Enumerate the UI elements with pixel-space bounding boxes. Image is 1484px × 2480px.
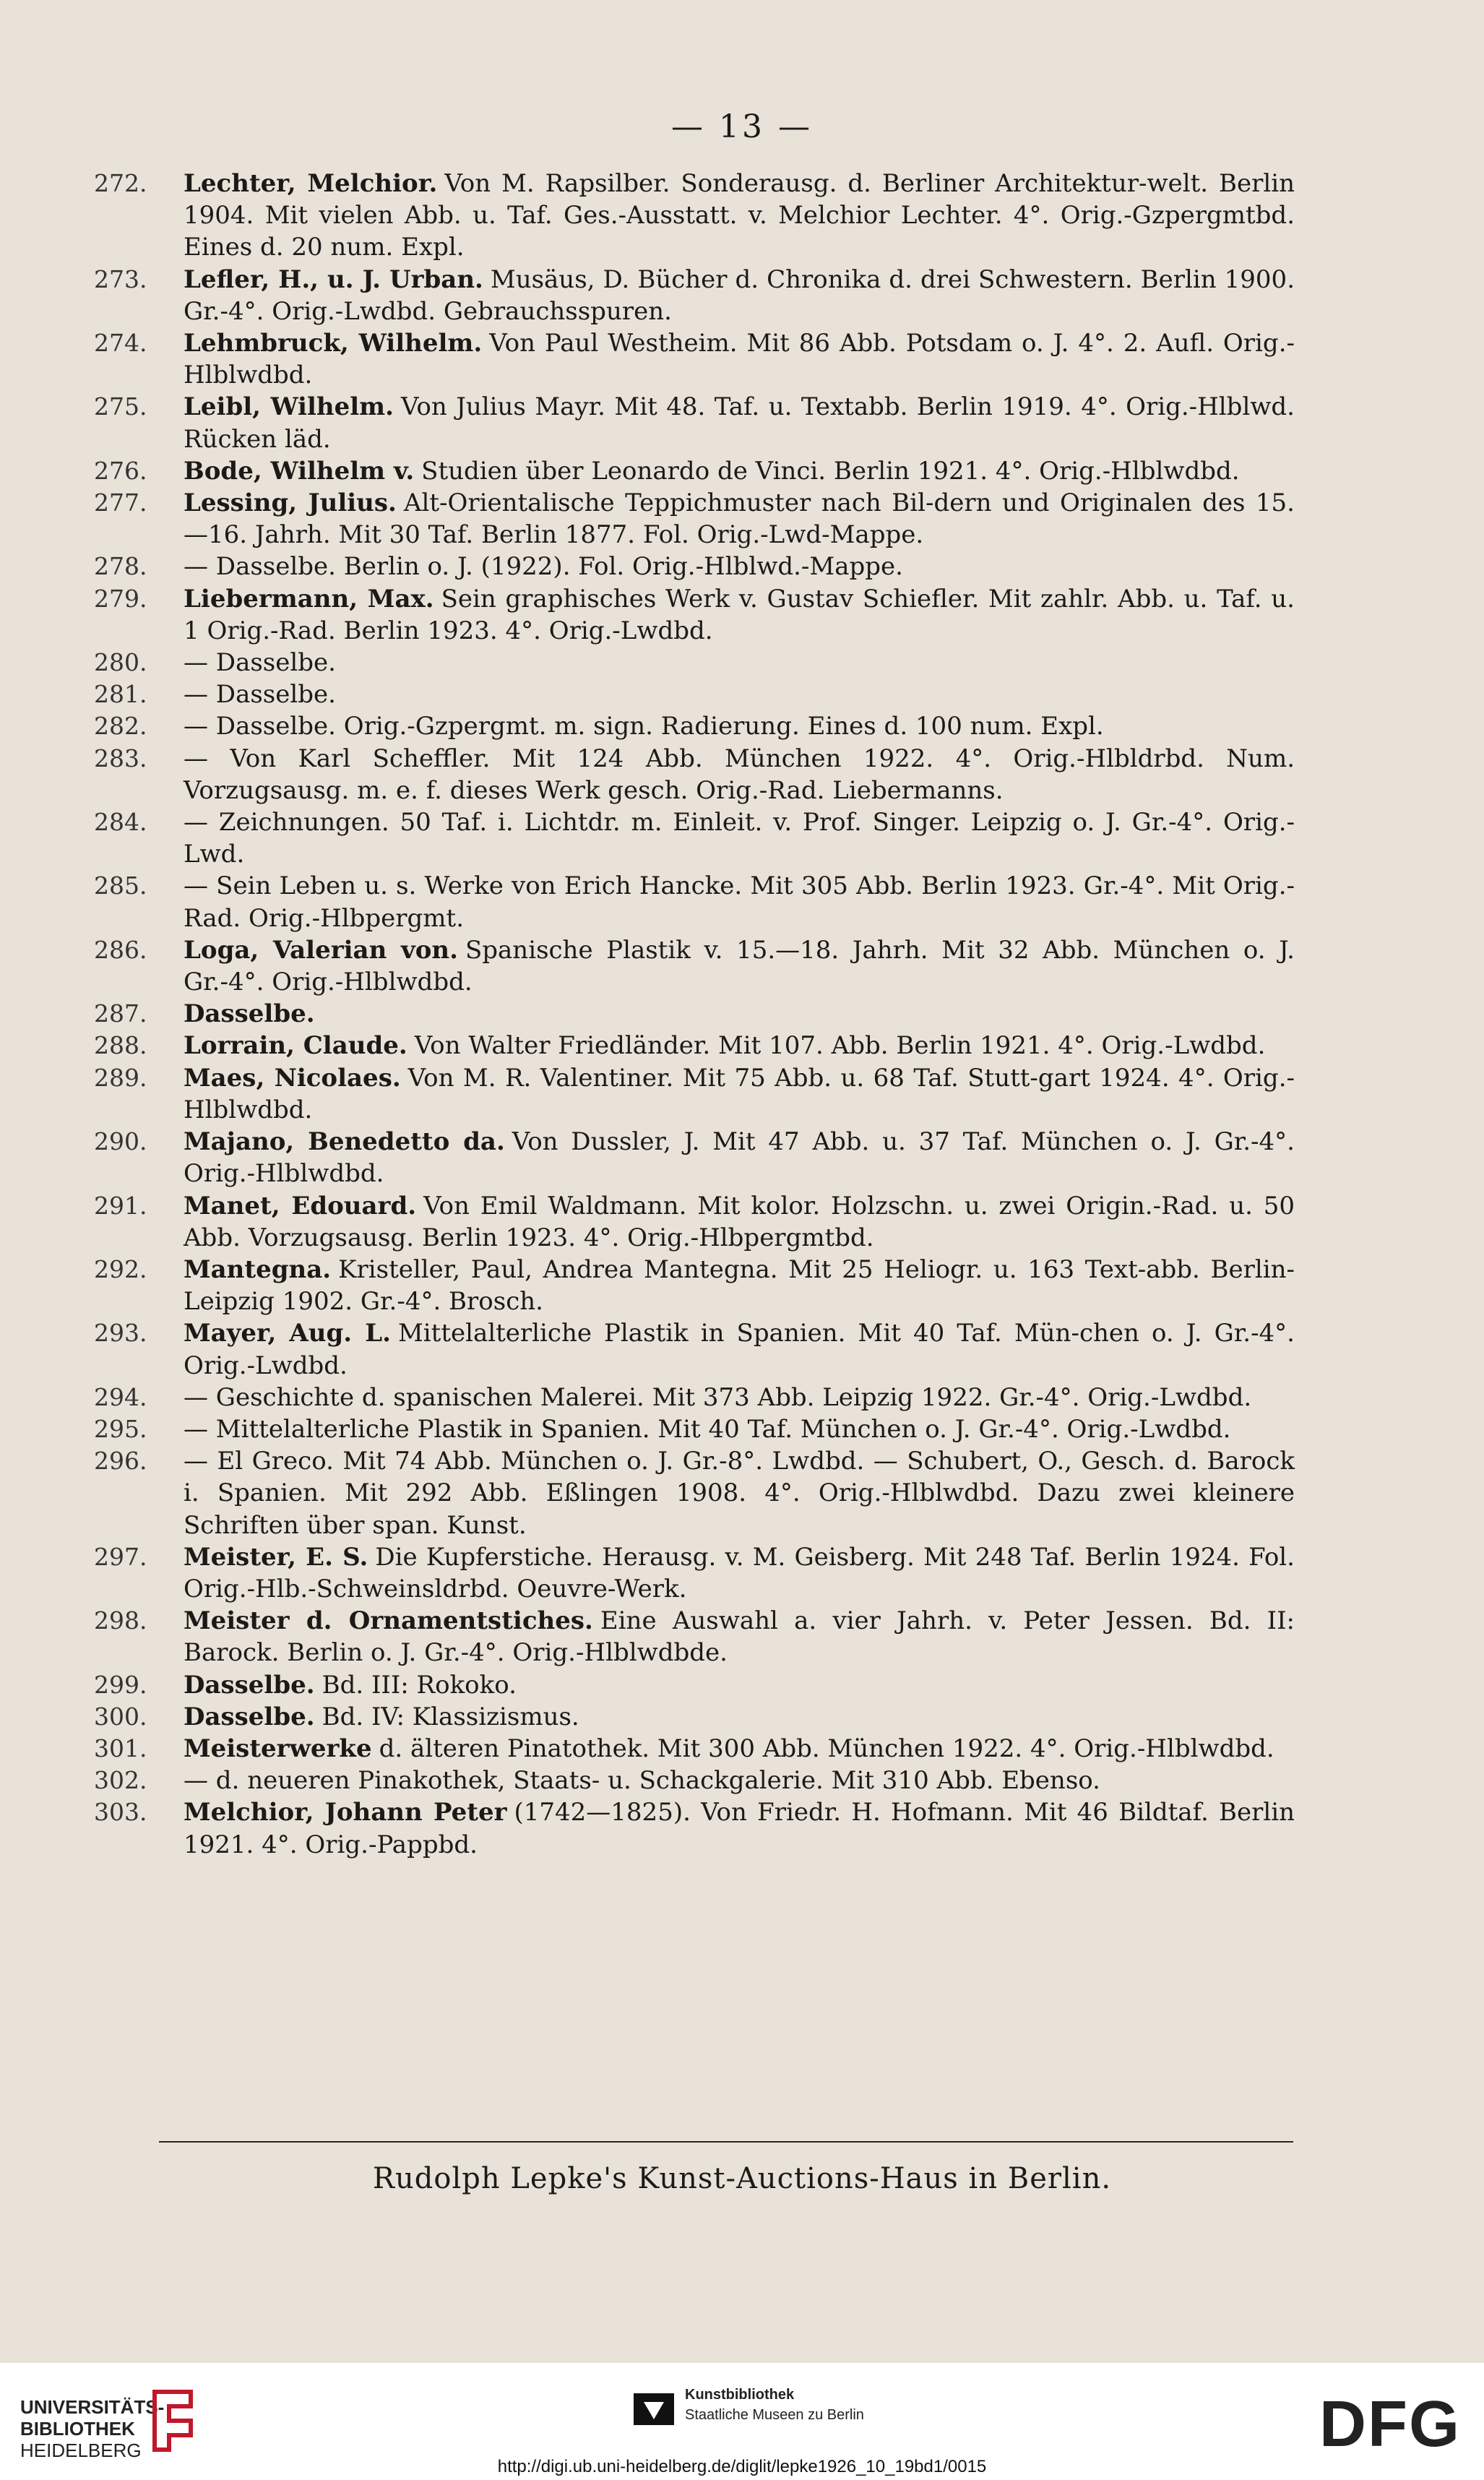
catalog-entry [94, 1669, 1295, 1701]
entry-text: — Dasselbe. [184, 680, 336, 710]
entry-name: Meister d. Ornamentstiches. [184, 1606, 593, 1636]
entry-text: Von Dussler, J. Mit 47 Abb. u. 37 Taf. München o. J. Gr.-4°. Orig.-Hlblwdbd. [184, 1127, 1295, 1189]
entry-number: 290. [94, 1127, 147, 1156]
catalog-entry [94, 168, 1295, 264]
entry-text: Kristeller, Paul, Andrea Mantegna. Mit 25 Heliogr. u. 163 Text-abb. Berlin-Leipzig 1902. Gr.-4°. Brosch. [184, 1254, 1295, 1317]
entry-number: 300. [94, 1702, 147, 1731]
entry-number: 289. [94, 1063, 147, 1092]
source-url[interactable]: http://digi.ub.uni-heidelberg.de/diglit/lepke1926_10_19bd1/0015 [497, 2457, 987, 2476]
catalog-entry [94, 327, 1295, 391]
entry-text: Von Paul Westheim. Mit 86 Abb. Potsdam o. J. 4°. 2. Aufl. Orig.-Hlblwdbd. [184, 329, 1295, 390]
entry-number: 297. [94, 1542, 147, 1571]
entry-text: Bd. IV: Klassizismus. [322, 1702, 579, 1731]
entry-number: 275. [94, 392, 147, 421]
entry-number: 291. [94, 1191, 147, 1220]
entry-text: Musäus, D. Bücher d. Chronika d. drei Schwestern. Berlin 1900. Gr.-4°. Orig.-Lwdbd. Gebrauchsspuren. [184, 264, 1295, 326]
entry-text: — Von Karl Scheffler. Mit 124 Abb. München 1922. 4°. Orig.-Hlbldrbd. Num. Vorzugsausg. m. e. f. dieses Werk gesch. Orig.-Rad. Liebermanns. [184, 744, 1295, 805]
catalog-entry [94, 391, 1295, 455]
entry-name: Lechter, Melchior. [184, 169, 438, 198]
catalog-entry [94, 998, 1295, 1030]
entry-number: 293. [94, 1319, 147, 1348]
entry-number: 277. [94, 488, 147, 517]
catalog-entry [94, 679, 1295, 710]
entry-number: 287. [94, 999, 147, 1028]
uni-logo-line-1: UNIVERSITÄTS- [20, 2396, 165, 2418]
catalog-entry [94, 1126, 1295, 1189]
entry-text: Von Emil Waldmann. Mit kolor. Holzschn. u. zwei Origin.-Rad. u. 50 Abb. Vorzugsausg. Berlin 1923. 4°. Orig.-Hlbpergmtbd. [184, 1191, 1295, 1252]
entry-text: Sein graphisches Werk v. Gustav Schiefler. Mit zahlr. Abb. u. Taf. u. 1 Orig.-Rad. Berlin 1923. 4°. Orig.-Lwdbd. [184, 584, 1295, 645]
entry-number: 274. [94, 329, 147, 358]
uni-logo-line-2: BIBLIOTHEK [20, 2418, 135, 2440]
uni-mark-icon [147, 2385, 204, 2457]
catalog-entry [94, 1733, 1295, 1765]
catalog-entry [94, 870, 1295, 934]
entry-name: Lorrain, Claude. [184, 1031, 407, 1061]
catalog-entry [94, 455, 1295, 487]
entry-name: Dasselbe. [184, 999, 315, 1029]
kunstbibliothek-icon [632, 2388, 676, 2431]
catalog-entry [94, 1796, 1295, 1860]
bottom-bar [0, 2363, 1484, 2480]
entry-number: 298. [94, 1606, 147, 1635]
entry-number: 284. [94, 808, 147, 837]
entry-text: d. älteren Pinatothek. Mit 300 Abb. München 1922. 4°. Orig.-Hlblwdbd. [379, 1734, 1274, 1763]
entry-number: 295. [94, 1414, 147, 1443]
kunstbibliothek-logo[interactable] [685, 2385, 864, 2425]
entry-name: Lessing, Julius. [184, 488, 397, 518]
page-number: — 13 — [671, 108, 813, 145]
catalog-entry [94, 934, 1295, 998]
entry-text: Von Julius Mayr. Mit 48. Taf. u. Textabb. Berlin 1919. 4°. Orig.-Hlblwd. Rücken läd. [184, 392, 1295, 454]
entry-name: Majano, Benedetto da. [184, 1127, 505, 1157]
entry-text: — Zeichnungen. 50 Taf. i. Lichtdr. m. Einleit. v. Prof. Singer. Leipzig o. J. Gr.-4°. Orig.-Lwd. [184, 808, 1295, 869]
catalog-entry [94, 487, 1295, 551]
footer-rule [159, 2141, 1293, 2143]
entry-name: Mantegna. [184, 1254, 332, 1284]
entry-number: 299. [94, 1670, 147, 1699]
uni-logo-line-3: HEIDELBERG [20, 2440, 142, 2461]
entry-name: Leibl, Wilhelm. [184, 392, 394, 422]
catalog-entry [94, 1030, 1295, 1062]
catalog-entry [94, 1413, 1295, 1445]
entry-text: — Sein Leben u. s. Werke von Erich Hancke. Mit 305 Abb. Berlin 1923. Gr.-4°. Mit Orig.-Rad. Orig.-Hlbpergmt. [184, 871, 1295, 933]
entry-text: — Dasselbe. Berlin o. J. (1922). Fol. Orig.-Hlblwd.-Mappe. [184, 552, 903, 582]
entry-number: 283. [94, 744, 147, 772]
entry-text: — Dasselbe. Orig.-Gzpergmt. m. sign. Radierung. Eines d. 100 num. Expl. [184, 712, 1104, 741]
entry-name: Melchior, Johann Peter [184, 1798, 507, 1827]
entry-number: 276. [94, 456, 147, 485]
entry-name: Dasselbe. [184, 1670, 315, 1700]
catalog-entry [94, 551, 1295, 582]
entry-name: Mayer, Aug. L. [184, 1319, 391, 1348]
catalog-entry [94, 806, 1295, 870]
entry-text: Studien über Leonardo de Vinci. Berlin 1921. 4°. Orig.-Hlblwdbd. [421, 456, 1240, 486]
entry-name: Liebermann, Max. [184, 584, 434, 613]
entry-number: 303. [94, 1798, 147, 1827]
entry-number: 286. [94, 935, 147, 964]
entry-number: 273. [94, 264, 147, 293]
catalog-entry [94, 1605, 1295, 1669]
catalog-entry [94, 1254, 1295, 1317]
entry-number: 279. [94, 584, 147, 613]
catalog-entry [94, 1701, 1295, 1733]
catalog-entry [94, 1190, 1295, 1254]
entry-name: Manet, Edouard. [184, 1191, 417, 1220]
entry-text: Alt-Orientalische Teppichmuster nach Bil-dern und Originalen des 15.—16. Jahrh. Mit 30 Taf. Berlin 1877. Fol. Orig.-Lwd-Mappe. [184, 488, 1295, 550]
entry-text: — Dasselbe. [184, 648, 336, 678]
kb-line-1: Kunstbibliothek [685, 2387, 795, 2403]
entry-name: Bode, Wilhelm v. [184, 456, 415, 486]
entry-number: 278. [94, 552, 147, 581]
catalog-entry [94, 710, 1295, 742]
entry-text: Eine Auswahl a. vier Jahrh. v. Peter Jessen. Bd. II: Barock. Berlin o. J. Gr.-4°. Orig.-Hlblwdbde. [184, 1606, 1295, 1668]
entry-text: (1742—1825). Von Friedr. H. Hofmann. Mit 46 Bildtaf. Berlin 1921. 4°. Orig.-Pappbd. [184, 1798, 1295, 1859]
entry-name: Maes, Nicolaes. [184, 1063, 401, 1093]
entry-text: Von Walter Friedländer. Mit 107. Abb. Berlin 1921. 4°. Orig.-Lwdbd. [414, 1031, 1266, 1061]
entry-number: 282. [94, 712, 147, 741]
entry-name: Lehmbruck, Wilhelm. [184, 329, 483, 358]
entry-name: Lefler, H., u. J. Urban. [184, 264, 483, 294]
entry-text: Von M. R. Valentiner. Mit 75 Abb. u. 68 Taf. Stutt-gart 1924. 4°. Orig.-Hlblwdbd. [184, 1063, 1295, 1124]
entry-text: — d. neueren Pinakothek, Staats- u. Schackgalerie. Mit 310 Abb. Ebenso. [184, 1766, 1100, 1796]
entry-text: Die Kupferstiche. Herausg. v. M. Geisberg. Mit 248 Taf. Berlin 1924. Fol. Orig.-Hlb.-Schweinsldrbd. Oeuvre-Werk. [184, 1542, 1295, 1603]
entry-name: Meister, E. S. [184, 1542, 368, 1572]
entry-name: Loga, Valerian von. [184, 935, 458, 965]
kb-line-2: Staatliche Museen zu Berlin [685, 2407, 864, 2423]
entry-text: — Geschichte d. spanischen Malerei. Mit 373 Abb. Leipzig 1922. Gr.-4°. Orig.-Lwdbd. [184, 1382, 1252, 1412]
catalog-entry [94, 1062, 1295, 1126]
entry-number: 302. [94, 1766, 147, 1795]
entry-text: Spanische Plastik v. 15.—18. Jahrh. Mit 32 Abb. München o. J. Gr.-4°. Orig.-Hlblwdbd. [184, 935, 1295, 997]
catalog-entry [94, 1382, 1295, 1413]
dfg-logo[interactable]: DFG [1319, 2388, 1461, 2460]
entry-number: 281. [94, 680, 147, 709]
catalog-entry [94, 1317, 1295, 1381]
entry-text: Von M. Rapsilber. Sonderausg. d. Berliner Architektur-welt. Berlin 1904. Mit vielen Abb. u. Taf. Ges.-Ausstatt. v. Melchior Lechter. 4°. Orig.-Gzpergmtbd. Eines d. 20 num. Expl. [184, 169, 1295, 262]
publisher-footer: Rudolph Lepke's Kunst-Auctions-Haus in Berlin. [372, 2162, 1112, 2195]
entry-name: Dasselbe. [184, 1702, 315, 1731]
catalog-entry [94, 1765, 1295, 1796]
entry-number: 285. [94, 871, 147, 900]
catalog-entry [94, 1541, 1295, 1605]
entry-name: Meisterwerke [184, 1734, 372, 1763]
entry-text: Bd. III: Rokoko. [322, 1670, 517, 1700]
entry-number: 296. [94, 1447, 147, 1476]
catalog-entry [94, 264, 1295, 327]
entry-number: 294. [94, 1382, 147, 1411]
catalog-entry [94, 583, 1295, 647]
entry-text: — Mittelalterliche Plastik in Spanien. Mit 40 Taf. München o. J. Gr.-4°. Orig.-Lwdbd. [184, 1414, 1231, 1444]
catalog-entry [94, 743, 1295, 806]
entry-text: — El Greco. Mit 74 Abb. München o. J. Gr.-8°. Lwdbd. — Schubert, O., Gesch. d. Barock i. Spanien. Mit 292 Abb. Eßlingen 1908. 4°. Orig.-Hlblwdbd. Dazu zwei kleinere Schriften über span. Kunst. [184, 1447, 1295, 1540]
entry-number: 301. [94, 1734, 147, 1762]
entry-text: Mittelalterliche Plastik in Spanien. Mit 40 Taf. Mün-chen o. J. Gr.-4°. Orig.-Lwdbd. [184, 1319, 1295, 1380]
catalog-entry [94, 1445, 1295, 1541]
entry-number: 280. [94, 648, 147, 677]
university-library-logo[interactable] [20, 2396, 164, 2461]
entry-number: 272. [94, 169, 147, 197]
catalog-entry [94, 647, 1295, 679]
entry-number: 292. [94, 1254, 147, 1283]
entry-number: 288. [94, 1031, 147, 1060]
catalog-list [94, 168, 1295, 1861]
